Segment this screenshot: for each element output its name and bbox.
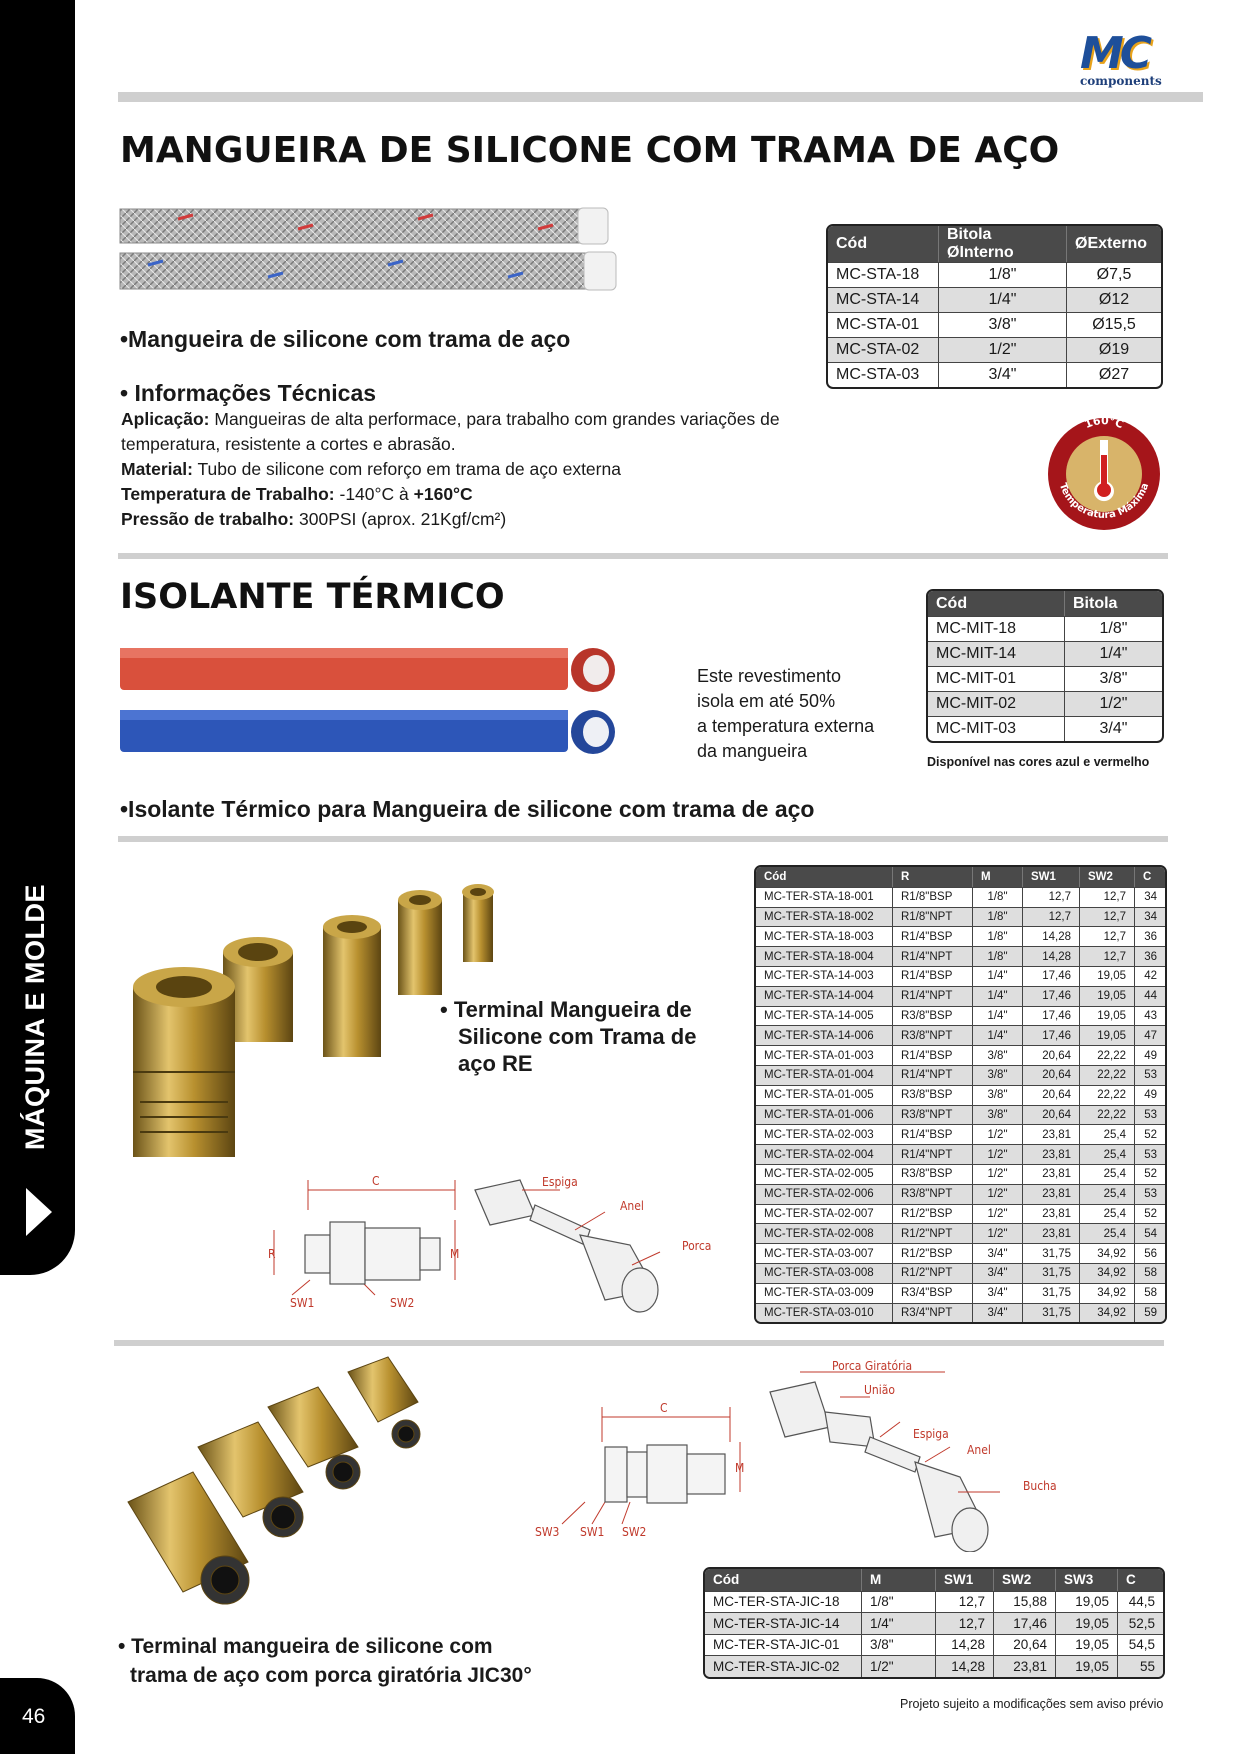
table-header: ØExterno [1066, 226, 1161, 262]
table-cell: 52,5 [1117, 1612, 1163, 1634]
label-anel: Anel [967, 1443, 991, 1457]
table-cell: 17,46 [1022, 1025, 1079, 1045]
brand-logo [1078, 28, 1168, 90]
table-header: Cód [756, 867, 892, 887]
logo-mark: MC [1080, 28, 1149, 79]
table-cell: 53 [1134, 1144, 1165, 1164]
table-cell: MC-TER-STA-03-009 [756, 1283, 892, 1303]
table-cell: 34 [1134, 887, 1165, 907]
section1-bullet: •Mangueira de silicone com trama de aço [120, 326, 571, 352]
section-divider [118, 836, 1168, 842]
table-cell: MC-TER-STA-02-008 [756, 1223, 892, 1243]
table-cell: MC-TER-STA-02-005 [756, 1164, 892, 1184]
table-cell: R1/2"BSP [892, 1243, 972, 1263]
table-cell: 20,64 [1022, 1105, 1079, 1125]
table-cell: MC-TER-STA-03-010 [756, 1303, 892, 1323]
table-row [756, 1223, 1165, 1243]
table-cell: 20,64 [1022, 1065, 1079, 1085]
table-cell: R1/4"NPT [892, 1065, 972, 1085]
table-cell: MC-TER-STA-JIC-02 [705, 1655, 861, 1677]
table-cell: 1/2" [861, 1655, 935, 1677]
table-cell: 1/4" [972, 1025, 1022, 1045]
table-cell: 23,81 [1022, 1164, 1079, 1184]
table-cell: MC-TER-STA-JIC-18 [705, 1591, 861, 1613]
spec-material: Material: Tubo de silicone com reforço em trama de aço externa [121, 459, 621, 479]
table-cell: 17,46 [1022, 1006, 1079, 1026]
table-row [756, 1124, 1165, 1144]
table-cell: 22,22 [1079, 1105, 1134, 1125]
table-cell: MC-TER-STA-02-003 [756, 1124, 892, 1144]
table-cell: 19,05 [1079, 1025, 1134, 1045]
table-row: MC-MIT-01 3/8" [928, 666, 1162, 691]
thermal-sleeve-image [118, 642, 628, 762]
table-header: R [892, 867, 972, 887]
sleeve-table [926, 589, 1164, 743]
label-espiga: Espiga [913, 1427, 949, 1441]
table-cell: 1/4" [861, 1612, 935, 1634]
table-row [756, 1006, 1165, 1026]
table-row [705, 1655, 1163, 1677]
table-cell: 14,28 [1022, 926, 1079, 946]
table-cell: 3/4" [972, 1283, 1022, 1303]
label-bucha: Bucha [1023, 1479, 1057, 1493]
table-cell: 1/2" [972, 1124, 1022, 1144]
table-cell: R1/4"BSP [892, 926, 972, 946]
table-row [756, 1085, 1165, 1105]
re-fitting-diagram [260, 1150, 720, 1325]
table-cell: 1/8" [861, 1591, 935, 1613]
dim-sw1: SW1 [580, 1525, 605, 1539]
table-row [756, 887, 1165, 907]
table-row [756, 1204, 1165, 1224]
table-row [756, 966, 1165, 986]
table-cell: 19,05 [1055, 1655, 1117, 1677]
table-row [756, 1303, 1165, 1323]
table-header: SW1 [1022, 867, 1079, 887]
table-cell: 3/8" [972, 1105, 1022, 1125]
availability-note: Disponível nas cores azul e vermelho [927, 755, 1150, 769]
dim-sw2: SW2 [622, 1525, 647, 1539]
table-header: SW3 [1055, 1569, 1117, 1591]
dim-sw2: SW2 [390, 1296, 415, 1310]
hose-table [826, 224, 1163, 389]
table-row: MC-MIT-14 1/4" [928, 641, 1162, 666]
table-cell: 1/2" [972, 1144, 1022, 1164]
table-row [756, 946, 1165, 966]
table-cell: R3/8"BSP [892, 1006, 972, 1026]
table-cell: 3/4" [972, 1263, 1022, 1283]
table-cell: R1/4"BSP [892, 1124, 972, 1144]
table-cell: R1/4"BSP [892, 966, 972, 986]
dim-m: M [450, 1247, 460, 1261]
re-terminal-table [754, 865, 1167, 1324]
table-row: MC-STA-03 3/4" Ø27 [828, 362, 1161, 387]
table-row: MC-MIT-18 1/8" [928, 616, 1162, 641]
table-row: MC-MIT-02 1/2" [928, 691, 1162, 716]
table-cell: R1/8"NPT [892, 907, 972, 927]
table-cell: 12,7 [1079, 887, 1134, 907]
section2-title: ISOLANTE TÉRMICO [120, 577, 505, 617]
badge-label: Temperatura Máxima [1056, 481, 1152, 522]
table-header: Bitola ØInterno [938, 226, 1066, 262]
table-cell: 43 [1134, 1006, 1165, 1026]
table-cell: 25,4 [1079, 1204, 1134, 1224]
table-cell: 56 [1134, 1243, 1165, 1263]
table-cell: 1/8" [972, 907, 1022, 927]
table-cell: MC-TER-STA-14-005 [756, 1006, 892, 1026]
table-cell: 12,7 [1022, 887, 1079, 907]
table-row [705, 1612, 1163, 1634]
table-cell: 14,28 [1022, 946, 1079, 966]
label-espiga: Espiga [542, 1175, 578, 1189]
logo-subtitle: components [1080, 74, 1162, 88]
section-divider [114, 1340, 1164, 1346]
table-row: MC-STA-14 1/4" Ø12 [828, 287, 1161, 312]
table-cell: 19,05 [1079, 966, 1134, 986]
table-cell: 53 [1134, 1184, 1165, 1204]
table-cell: 23,81 [1022, 1223, 1079, 1243]
table-cell: 31,75 [1022, 1263, 1079, 1283]
table-cell: MC-TER-STA-02-004 [756, 1144, 892, 1164]
table-cell: 55 [1117, 1655, 1163, 1677]
table-row: MC-STA-02 1/2" Ø19 [828, 337, 1161, 362]
table-cell: 14,28 [935, 1634, 993, 1656]
dim-r: R [268, 1247, 276, 1261]
table-cell: 42 [1134, 966, 1165, 986]
table-cell: 22,22 [1079, 1065, 1134, 1085]
table-cell: R3/8"BSP [892, 1085, 972, 1105]
sidebar-label: MÁQUINA E MOLDE [20, 884, 50, 1150]
table-cell: 1/4" [972, 966, 1022, 986]
spec-application: Aplicação: Mangueiras de alta performace, para trabalho com grandes variações de temperatura, resistente a cortes e abrasão. [121, 409, 780, 454]
table-cell: 58 [1134, 1283, 1165, 1303]
table-row [756, 1164, 1165, 1184]
table-row [756, 1243, 1165, 1263]
table-cell: R3/8"NPT [892, 1025, 972, 1045]
table-cell: 36 [1134, 946, 1165, 966]
jic-fitting-diagram [530, 1352, 1075, 1552]
table-cell: 17,46 [1022, 966, 1079, 986]
table-cell: 20,64 [1022, 1085, 1079, 1105]
table-cell: 1/2" [972, 1184, 1022, 1204]
table-cell: 59 [1134, 1303, 1165, 1323]
spec-pressure: Pressão de trabalho: 300PSI (aprox. 21Kgf/cm²) [121, 509, 507, 529]
table-cell: 31,75 [1022, 1283, 1079, 1303]
technical-info-heading: • Informações Técnicas [120, 380, 377, 406]
table-cell: 36 [1134, 926, 1165, 946]
table-cell: 53 [1134, 1065, 1165, 1085]
table-cell: 1/4" [972, 986, 1022, 1006]
table-header: SW2 [1079, 867, 1134, 887]
table-cell: 49 [1134, 1045, 1165, 1065]
table-cell: 12,7 [1022, 907, 1079, 927]
table-cell: 53 [1134, 1105, 1165, 1125]
table-cell: MC-TER-STA-18-004 [756, 946, 892, 966]
table-cell: 12,7 [935, 1591, 993, 1613]
table-cell: 3/8" [972, 1085, 1022, 1105]
label-porca: Porca [682, 1239, 712, 1253]
section-divider [118, 553, 1168, 559]
table-cell: 23,81 [1022, 1184, 1079, 1204]
table-header: C [1117, 1569, 1163, 1591]
table-cell: 34,92 [1079, 1303, 1134, 1323]
table-cell: MC-TER-STA-JIC-14 [705, 1612, 861, 1634]
table-cell: 54,5 [1117, 1634, 1163, 1656]
table-cell: MC-TER-STA-01-003 [756, 1045, 892, 1065]
table-cell: R3/8"BSP [892, 1164, 972, 1184]
table-cell: MC-TER-STA-18-002 [756, 907, 892, 927]
label-anel: Anel [620, 1199, 644, 1213]
table-cell: R3/8"NPT [892, 1184, 972, 1204]
table-cell: 17,46 [993, 1612, 1055, 1634]
table-cell: R1/4"BSP [892, 1045, 972, 1065]
insulation-note: Este revestimento isola em até 50% a temperatura externa da mangueira [697, 666, 875, 761]
table-cell: 20,64 [993, 1634, 1055, 1656]
table-row [705, 1634, 1163, 1656]
table-cell: 1/4" [972, 1006, 1022, 1026]
section3-bullet: • Terminal Mangueira de Silicone com Trama de aço RE [440, 997, 697, 1076]
table-cell: R3/8"NPT [892, 1105, 972, 1125]
label-porca-giratoria: Porca Giratória [832, 1359, 913, 1373]
table-cell: 34 [1134, 907, 1165, 927]
table-cell: 12,7 [935, 1612, 993, 1634]
table-cell: MC-TER-STA-18-001 [756, 887, 892, 907]
table-cell: 44,5 [1117, 1591, 1163, 1613]
dim-c: C [660, 1401, 668, 1415]
table-cell: R1/2"NPT [892, 1223, 972, 1243]
table-cell: 1/8" [972, 946, 1022, 966]
table-cell: 58 [1134, 1263, 1165, 1283]
table-cell: 25,4 [1079, 1184, 1134, 1204]
section2-bullet: •Isolante Térmico para Mangueira de silicone com trama de aço [120, 796, 815, 822]
table-cell: 3/8" [861, 1634, 935, 1656]
table-cell: 23,81 [1022, 1124, 1079, 1144]
table-cell: 22,22 [1079, 1085, 1134, 1105]
table-cell: MC-TER-STA-03-007 [756, 1243, 892, 1263]
table-row [756, 1184, 1165, 1204]
dim-m: M [735, 1461, 745, 1475]
table-cell: 49 [1134, 1085, 1165, 1105]
table-cell: 34,92 [1079, 1243, 1134, 1263]
table-cell: 1/8" [972, 887, 1022, 907]
table-cell: MC-TER-STA-03-008 [756, 1263, 892, 1283]
table-cell: 1/2" [972, 1223, 1022, 1243]
table-cell: MC-TER-STA-JIC-01 [705, 1634, 861, 1656]
page-number: 46 [22, 1705, 46, 1728]
table-cell: 25,4 [1079, 1144, 1134, 1164]
table-cell: 1/8" [972, 926, 1022, 946]
table-cell: 34,92 [1079, 1263, 1134, 1283]
table-row [756, 1263, 1165, 1283]
table-cell: 19,05 [1055, 1591, 1117, 1613]
section1-title: MANGUEIRA DE SILICONE COM TRAMA DE AÇO [120, 130, 1060, 171]
table-cell: 19,05 [1055, 1634, 1117, 1656]
table-cell: 52 [1134, 1204, 1165, 1224]
table-cell: 23,81 [1022, 1144, 1079, 1164]
dim-c: C [372, 1174, 380, 1188]
table-cell: 20,64 [1022, 1045, 1079, 1065]
table-cell: 23,81 [1022, 1204, 1079, 1224]
table-cell: 52 [1134, 1124, 1165, 1144]
max-temperature-badge [1040, 410, 1168, 538]
braided-hose-image [118, 205, 628, 295]
dim-sw3: SW3 [535, 1525, 560, 1539]
label-uniao: União [864, 1383, 895, 1397]
table-cell: MC-TER-STA-14-006 [756, 1025, 892, 1045]
table-cell: 3/8" [972, 1065, 1022, 1085]
table-cell: 23,81 [993, 1655, 1055, 1677]
table-cell: MC-TER-STA-01-004 [756, 1065, 892, 1085]
table-cell: 47 [1134, 1025, 1165, 1045]
table-header: Bitola [1064, 591, 1162, 616]
table-cell: MC-TER-STA-01-006 [756, 1105, 892, 1125]
section4-bullet: • Terminal mangueira de silicone com trama de aço com porca giratória JIC30° [118, 1635, 532, 1687]
table-row [756, 1283, 1165, 1303]
table-cell: 12,7 [1079, 926, 1134, 946]
table-header: M [861, 1569, 935, 1591]
footer-disclaimer: Projeto sujeito a modificações sem aviso prévio [900, 1697, 1164, 1711]
table-row [756, 1144, 1165, 1164]
table-cell: R1/2"NPT [892, 1263, 972, 1283]
spec-temperature: Temperatura de Trabalho: -140°C à +160°C [121, 484, 473, 504]
table-cell: MC-TER-STA-02-006 [756, 1184, 892, 1204]
table-row [756, 986, 1165, 1006]
top-divider [118, 92, 1203, 102]
table-cell: 3/8" [972, 1045, 1022, 1065]
table-header: Cód [928, 591, 1064, 616]
table-cell: 12,7 [1079, 946, 1134, 966]
table-cell: 19,05 [1055, 1612, 1117, 1634]
table-cell: MC-TER-STA-14-004 [756, 986, 892, 1006]
table-row [756, 1065, 1165, 1085]
technical-specs [121, 407, 821, 532]
table-header: Cód [705, 1569, 861, 1591]
table-cell: MC-TER-STA-02-007 [756, 1204, 892, 1224]
table-header: C [1134, 867, 1165, 887]
table-row [756, 926, 1165, 946]
table-cell: R1/4"NPT [892, 1144, 972, 1164]
table-row [756, 1045, 1165, 1065]
table-row: MC-MIT-03 3/4" [928, 716, 1162, 741]
jic-fittings-image [118, 1352, 478, 1612]
table-cell: 17,46 [1022, 986, 1079, 1006]
table-cell: R3/4"BSP [892, 1283, 972, 1303]
table-cell: 31,75 [1022, 1303, 1079, 1323]
jic-terminal-table [703, 1567, 1165, 1679]
table-header: SW1 [935, 1569, 993, 1591]
table-cell: 19,05 [1079, 986, 1134, 1006]
table-header: Cód [828, 226, 938, 262]
table-cell: 31,75 [1022, 1243, 1079, 1263]
table-cell: R1/8"BSP [892, 887, 972, 907]
table-row [756, 1105, 1165, 1125]
table-cell: R1/4"NPT [892, 986, 972, 1006]
table-row [705, 1591, 1163, 1613]
table-cell: 25,4 [1079, 1223, 1134, 1243]
table-cell: 3/4" [972, 1303, 1022, 1323]
table-cell: R1/4"NPT [892, 946, 972, 966]
table-header: SW2 [993, 1569, 1055, 1591]
table-cell: 34,92 [1079, 1283, 1134, 1303]
table-cell: 14,28 [935, 1655, 993, 1677]
table-cell: MC-TER-STA-18-003 [756, 926, 892, 946]
table-cell: 1/2" [972, 1204, 1022, 1224]
table-cell: 44 [1134, 986, 1165, 1006]
table-cell: MC-TER-STA-14-003 [756, 966, 892, 986]
table-row: MC-STA-18 1/8" Ø7,5 [828, 262, 1161, 287]
table-row [756, 907, 1165, 927]
table-cell: 54 [1134, 1223, 1165, 1243]
table-cell: R3/4"NPT [892, 1303, 972, 1323]
table-cell: 25,4 [1079, 1164, 1134, 1184]
table-cell: 3/4" [972, 1243, 1022, 1263]
table-cell: 1/2" [972, 1164, 1022, 1184]
table-cell: R1/2"BSP [892, 1204, 972, 1224]
table-cell: 25,4 [1079, 1124, 1134, 1144]
table-row: MC-STA-01 3/8" Ø15,5 [828, 312, 1161, 337]
table-cell: 19,05 [1079, 1006, 1134, 1026]
table-cell: MC-TER-STA-01-005 [756, 1085, 892, 1105]
table-cell: 22,22 [1079, 1045, 1134, 1065]
table-header: M [972, 867, 1022, 887]
badge-temp: 160°C [1082, 414, 1126, 432]
table-cell: 15,88 [993, 1591, 1055, 1613]
table-row [756, 1025, 1165, 1045]
dim-sw1: SW1 [290, 1296, 315, 1310]
sidebar-arrow-icon [26, 1188, 52, 1236]
table-cell: 52 [1134, 1164, 1165, 1184]
table-cell: 12,7 [1079, 907, 1134, 927]
